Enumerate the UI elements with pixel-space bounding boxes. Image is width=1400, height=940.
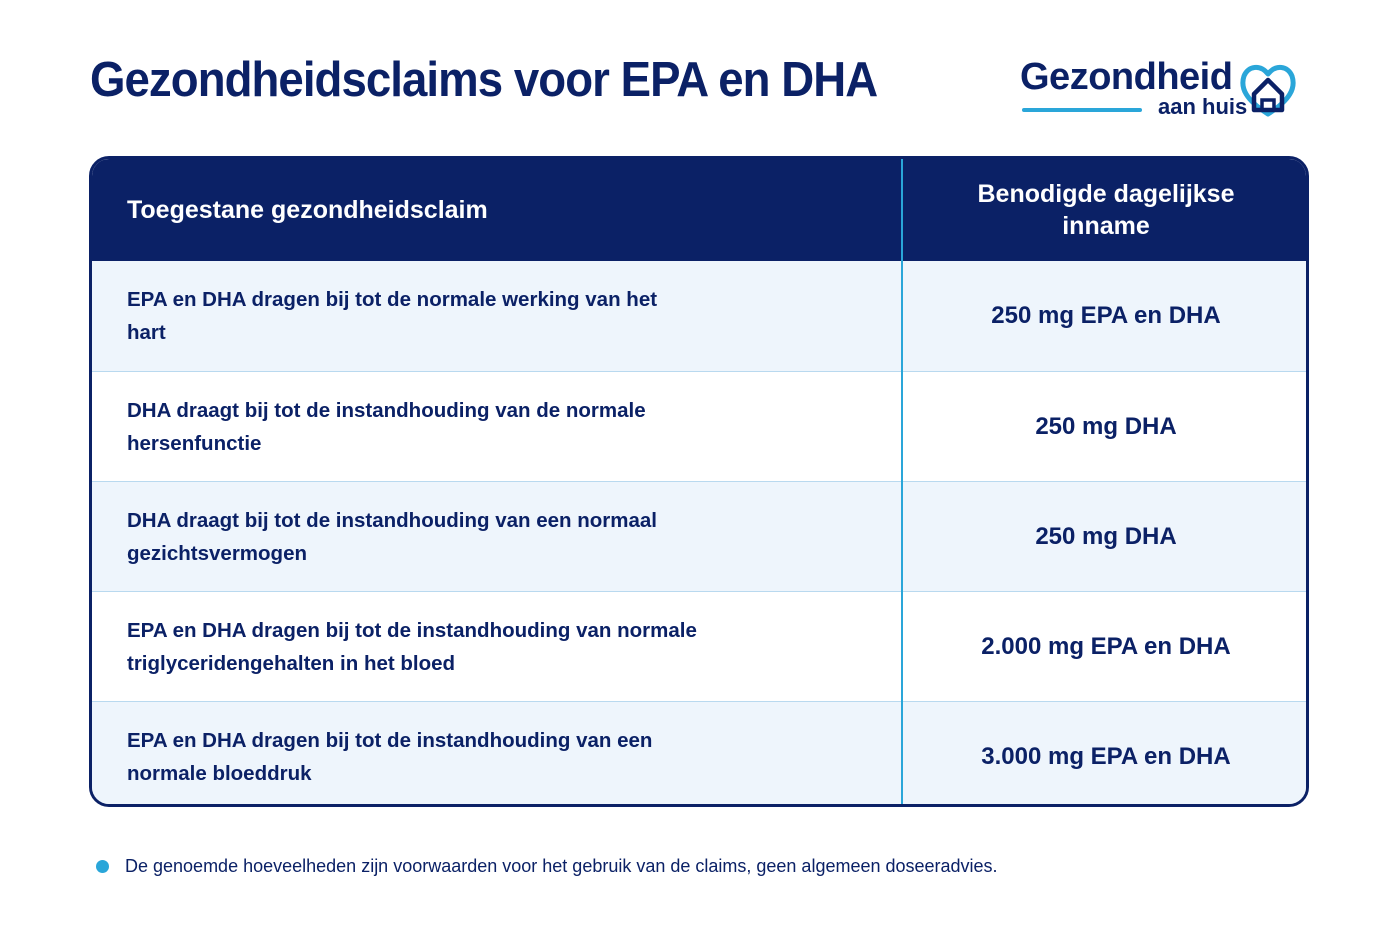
- dose-cell: 250 mg DHA: [1035, 522, 1177, 550]
- dose-cell: 2.000 mg EPA en DHA: [981, 632, 1231, 660]
- brand-logo[interactable]: [1018, 56, 1300, 122]
- footnote-text: De genoemde hoeveelheden zijn voorwaarden voor het gebruik van de claims, geen algemeen doseeradvies.: [125, 856, 998, 876]
- bullet-dot-icon: [96, 860, 109, 873]
- table-header: [92, 159, 1306, 261]
- page-title: Gezondheidsclaims voor EPA en DHA: [90, 53, 878, 107]
- column-header-dose: Benodigde dagelijkse inname: [977, 180, 1235, 240]
- claim-cell: EPA en DHA dragen bij tot de instandhouding van een normale bloeddruk: [127, 728, 653, 785]
- table-row: [92, 591, 1306, 701]
- dose-cell: 250 mg DHA: [1035, 412, 1177, 440]
- dose-cell: 3.000 mg EPA en DHA: [981, 742, 1231, 770]
- claim-cell: DHA draagt bij tot de instandhouding van de normale hersenfunctie: [127, 398, 646, 455]
- table-body: [92, 261, 1306, 807]
- table-row: [92, 371, 1306, 481]
- table-row: [92, 701, 1306, 807]
- dose-cell: 250 mg EPA en DHA: [991, 302, 1221, 329]
- footnote: [96, 856, 998, 877]
- claim-cell: EPA en DHA dragen bij tot de normale werking van het hart: [127, 288, 658, 344]
- table-row: [92, 481, 1306, 591]
- claim-cell: EPA en DHA dragen bij tot de instandhouding van normale triglyceridengehalten in het bloed: [127, 618, 697, 675]
- logo-subtitle: aan huis: [1158, 94, 1248, 119]
- table-row: [92, 261, 1306, 371]
- heart-house-icon: [1238, 60, 1298, 118]
- column-header-claim: Toegestane gezondheidsclaim: [127, 196, 488, 224]
- logo-underline: [1022, 108, 1142, 112]
- column-divider: [901, 261, 903, 807]
- claim-cell: DHA draagt bij tot de instandhouding van een normaal gezichtsvermogen: [127, 508, 657, 565]
- claims-table: [89, 156, 1309, 807]
- logo-name: Gezondheid: [1020, 56, 1233, 98]
